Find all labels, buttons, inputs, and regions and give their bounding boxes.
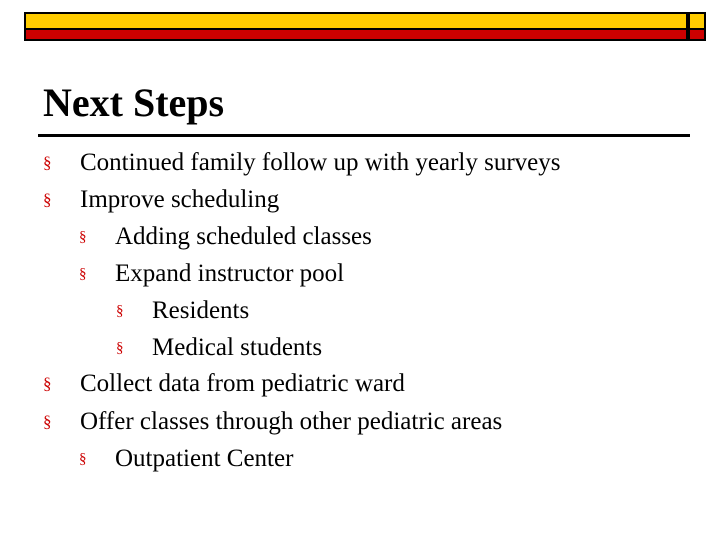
bullet-icon: §: [79, 266, 87, 282]
bullet-text: Expand instructor pool: [115, 260, 345, 287]
header-square-red: [688, 30, 706, 41]
bullet-icon: §: [79, 229, 87, 245]
title-underline: [38, 134, 690, 137]
bullet-icon: §: [43, 190, 52, 209]
bullet-icon: §: [43, 412, 52, 431]
bullet-icon: §: [43, 374, 52, 393]
bullet-icon: §: [116, 340, 124, 356]
bullet-text: Residents: [152, 297, 250, 324]
bullet-text: Collect data from pediatric ward: [80, 370, 405, 397]
bullet-text: Continued family follow up with yearly surveys: [80, 149, 561, 176]
bullet-icon: §: [116, 303, 124, 319]
bullet-text: Medical students: [152, 334, 323, 361]
slide-title: Next Steps: [43, 80, 225, 125]
bullet-text: Adding scheduled classes: [115, 223, 372, 250]
header-square-yellow: [688, 12, 706, 30]
bullet-icon: §: [79, 451, 87, 467]
bullet-text: Outpatient Center: [115, 445, 294, 472]
header-bar-yellow: [24, 12, 688, 30]
bullet-text: Offer classes through other pediatric areas: [80, 408, 503, 435]
header-bar-red: [24, 30, 688, 41]
bullet-text: Improve scheduling: [80, 186, 280, 213]
bullet-icon: §: [43, 153, 52, 172]
